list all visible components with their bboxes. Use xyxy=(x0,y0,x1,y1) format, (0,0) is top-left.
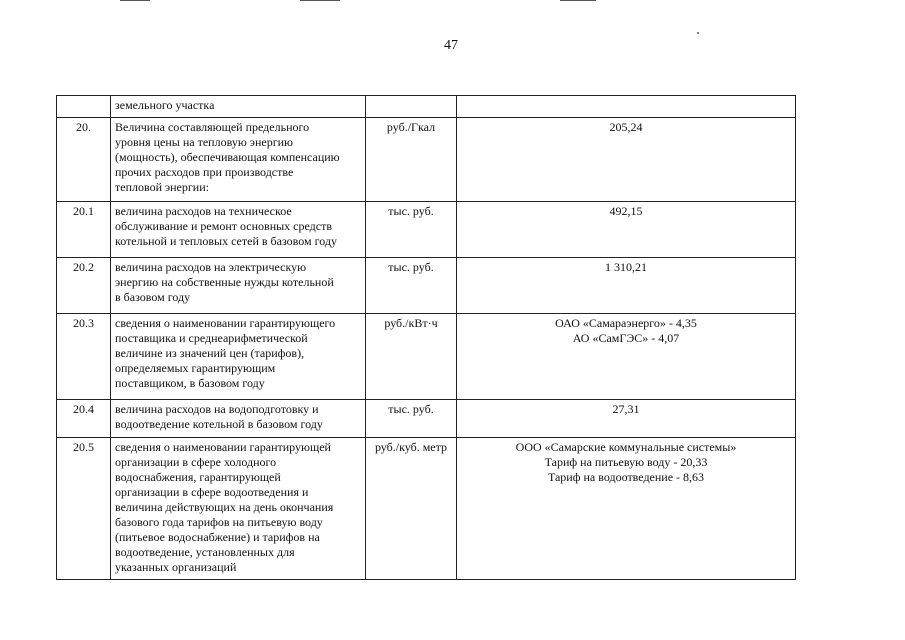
scan-mark-dot xyxy=(697,32,699,34)
value-line: 1 310,21 xyxy=(605,260,647,274)
scan-mark-top-right xyxy=(560,0,596,1)
table-row xyxy=(57,118,796,202)
row-description xyxy=(111,314,366,400)
description-line: водоснабжения, гарантирующей xyxy=(115,470,281,484)
table-row xyxy=(57,202,796,258)
description-line: поставщика и среднеарифметической xyxy=(115,331,308,345)
description-line: величина действующих на день окончания xyxy=(115,500,334,514)
row-description xyxy=(111,400,366,438)
row-value xyxy=(457,202,796,258)
description-line: земельного участка xyxy=(115,98,215,112)
table-row xyxy=(57,400,796,438)
row-number: 20. xyxy=(57,118,111,202)
description-line: прочих расходов при производстве xyxy=(115,165,294,179)
page-number: 47 xyxy=(444,38,458,53)
description-line: базового года тарифов на питьевую воду xyxy=(115,515,323,529)
description-line: поставщиком, в базовом году xyxy=(115,376,265,390)
description-line: (мощность), обеспечивающая компенсацию xyxy=(115,150,340,164)
description-line: указанных организаций xyxy=(115,560,237,574)
description-line: тепловой энергии: xyxy=(115,180,209,194)
description-line: величине из значений цен (тарифов), xyxy=(115,346,305,360)
description-line: организации в сфере водоотведения и xyxy=(115,485,309,499)
row-unit: руб./куб. метр xyxy=(366,438,457,580)
description-line: уровня цены на тепловую энергию xyxy=(115,135,293,149)
description-line: в базовом году xyxy=(115,290,191,304)
row-description xyxy=(111,96,366,118)
row-number: 20.4 xyxy=(57,400,111,438)
row-value xyxy=(457,118,796,202)
value-line: Тариф на водоотведение - 8,63 xyxy=(547,470,705,484)
value-line: 492,15 xyxy=(609,204,643,218)
row-value xyxy=(457,314,796,400)
row-number: 20.5 xyxy=(57,438,111,580)
description-line: водоотведение котельной в базовом году xyxy=(115,417,323,431)
value-line: ООО «Самарские коммунальные системы» xyxy=(515,440,737,454)
row-value xyxy=(457,438,796,580)
description-line: энергию на собственные нужды котельной xyxy=(115,275,334,289)
row-description xyxy=(111,202,366,258)
description-line: величина расходов на техническое xyxy=(115,204,292,218)
row-description xyxy=(111,438,366,580)
row-unit xyxy=(366,96,457,118)
description-line: сведения о наименовании гарантирующей xyxy=(115,440,331,454)
value-line: Тариф на питьевую воду - 20,33 xyxy=(544,455,708,469)
row-value xyxy=(457,258,796,314)
table-row xyxy=(57,314,796,400)
description-line: величина расходов на водоподготовку и xyxy=(115,402,319,416)
row-value xyxy=(457,96,796,118)
scan-mark-top-mid xyxy=(300,0,340,1)
description-line: определяемых гарантирующим xyxy=(115,361,276,375)
row-number: 20.1 xyxy=(57,202,111,258)
value-line: АО «СамГЭС» - 4,07 xyxy=(572,331,680,345)
row-description xyxy=(111,258,366,314)
table-row xyxy=(57,438,796,580)
table-row xyxy=(57,96,796,118)
description-line: сведения о наименовании гарантирующего xyxy=(115,316,336,330)
description-line: (питьевое водоснабжение) и тарифов на xyxy=(115,530,320,544)
row-unit: тыс. руб. xyxy=(366,400,457,438)
description-line: котельной и тепловых сетей в базовом году xyxy=(115,234,337,248)
scan-mark-top-left xyxy=(120,0,150,1)
table-row xyxy=(57,258,796,314)
row-value xyxy=(457,400,796,438)
row-unit: руб./кВт·ч xyxy=(366,314,457,400)
row-number: 20.2 xyxy=(57,258,111,314)
description-line: водоотведение, установленных для xyxy=(115,545,295,559)
description-line: Величина составляющей предельного xyxy=(115,120,310,134)
value-line: 205,24 xyxy=(609,120,643,134)
row-number xyxy=(57,96,111,118)
data-table xyxy=(56,95,796,580)
value-line: 27,31 xyxy=(612,402,640,416)
row-description xyxy=(111,118,366,202)
row-number: 20.3 xyxy=(57,314,111,400)
description-line: обслуживание и ремонт основных средств xyxy=(115,219,333,233)
row-unit: тыс. руб. xyxy=(366,202,457,258)
row-unit: тыс. руб. xyxy=(366,258,457,314)
description-line: величина расходов на электрическую xyxy=(115,260,307,274)
value-line: ОАО «Самараэнерго» - 4,35 xyxy=(555,316,697,330)
description-line: организации в сфере холодного xyxy=(115,455,277,469)
row-unit: руб./Гкал xyxy=(366,118,457,202)
